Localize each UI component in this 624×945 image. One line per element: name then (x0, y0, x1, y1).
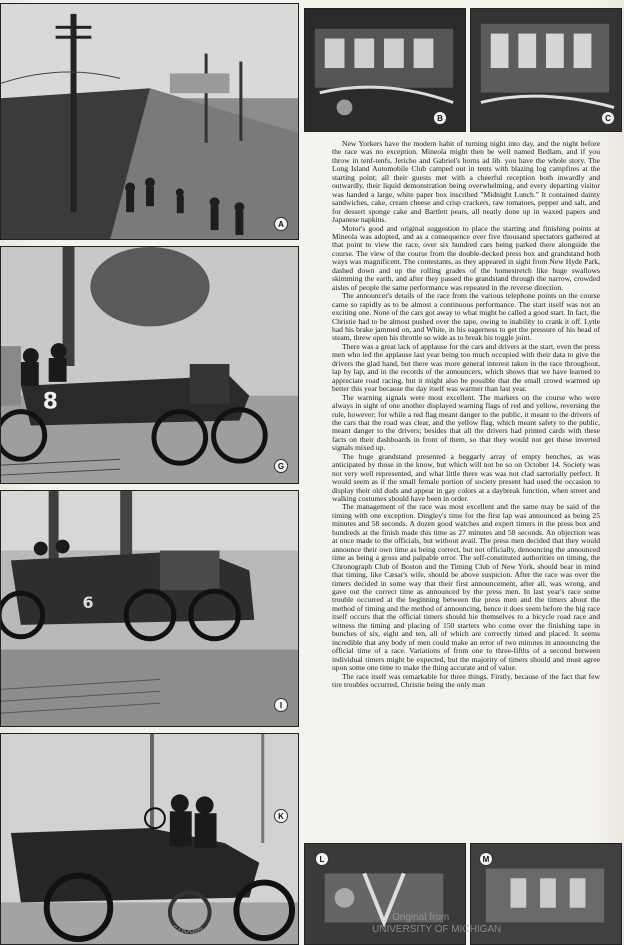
photo-c-badge: C (601, 111, 615, 125)
photo-a-crowd-street (0, 3, 299, 240)
watermark-university: UNIVERSITY OF MICHIGAN (372, 924, 502, 935)
photo-c-image (471, 9, 621, 131)
article-paragraph: The race itself was remarkable for three things. Firstly, because of the fact that few tire troubles occurred, Christie being the only man (332, 671, 600, 689)
photo-g-image (1, 247, 298, 483)
photo-i-badge: I (274, 698, 288, 712)
article-paragraph: The warning signals were most excellent. The markers on the course who were always in sight of one another displayed warning flags of red and yellow, reversing the rule, however; for while a red flag meant danger to the public, it meant to the drivers of the cars that the road was clear, and the yellow flag, which meant safety to the public, meant danger to the drivers; besides that all the drivers had printed cards with these facts on their dashboards in front of them, so that they would not get these inverted signals mixed up. (332, 392, 600, 453)
photo-a-image (1, 4, 298, 239)
article-paragraph: New Yorkers have the modern habit of turning night into day, and the night before the race was no exception. Mineola might then be well named Bedlam, and if you throw in tenf-tenfs, Jericho and Gabriel's horns ad lib. you have the whole story. The Long Island Automobile Club camped out in tents with blazing log campfires at the starting point; all their guests met with a cheerful reception both inwardly and outwardly, their liquid demonstration being overwhelming, and every departing visitor was handed a large, white paper box inscribed "Midnight Lunch." It contained dainty sandwiches, cake, cream cheese and crisp crackers, raw tomatoes, pepper and salt, and for dessert sponge cake and Bartlett pears, all neatly done up in waxed papers and Japanese napkins. (332, 140, 600, 225)
photo-b-badge: B (433, 111, 447, 125)
watermark-original-from: Original from (392, 912, 450, 923)
photo-g-racing-car (0, 246, 299, 484)
photo-k-touring-car (0, 733, 299, 945)
article-paragraph: The huge grandstand presented a beggarly array of empty benches, as was anticipated by those in the know, but which will not be so on October 14. Society was not very well represented, and what little there was was not clad sartorially perfect. It would seem as if the small female portion of society present had used the occasion to display their old duds and appear in gay colors at a daybreak function, when street and walking costumes should have been in order. (332, 451, 600, 504)
photo-m-badge: M (479, 852, 493, 866)
svg-text:8: 8 (42, 389, 58, 415)
photo-i-image (1, 491, 298, 726)
photo-g-badge: G (274, 459, 288, 473)
photo-b-engine (304, 8, 466, 132)
photo-k-image (1, 734, 298, 944)
article-paragraph: The announcer's details of the race from the various telephone points on the course came so rapidly as to be almost a continuous performance. The start itself was not an exciting one. None of the cars got away to what might be called a good start. In fact, the Christie had to be almost pushed over the tape, owing to inability to crank it off. Lytle had his brake jammed on, and White, in his eagerness to get the pressure of his head of steam, threw open his throttle so wide as to break his toggle joint. (332, 291, 600, 343)
article-paragraph: There was a great lack of applause for the cars and drivers at the start, even the press men who led the applause last year being too much occupied with their data to give the drivers the glad hand, but there was more general interest taken in the race throughout, lap by lap, and in the records of the announcers, which shows that we have learned to appreciate road racing, but it might also be possible that the small crowd warmed up better this year because the day itself was warmer than last year. (332, 341, 600, 394)
photo-i-racing-car (0, 490, 299, 727)
article-paragraph: The management of the race was most excellent and the same may be said of the timing with one exception. Dingley's time for the first lap was announced as being 25 minutes and 58 seconds. A dozen good watches and expert timers in the press box and hundreds at the finish made this time as 27 minutes and 58 seconds. An objection was at once made to the officials, but without avail. The press men decided that they would announce their own time as being correct, but not officially, denouncing the announced time as being a gross and palpable error. The self-constituted authorities on timing, the Chronograph Club of Boston and the Timing Club of New York, should bear in mind that timing, like Cæsar's wife, should be above suspicion. After the race was over the timers decided in some way that their first announcement, after all, was wrong, and gave out the correct time as announced by the press men. In last year's race some trouble occurred at the beginning between the press men and the timers about the method of timing and the method of announcing, hence it does seem before the big race itself occurs that the official timers should hie themselves to a bicycle road race and witness the timing and placing of 150 starters who come over the finishing tape in bunches of six, eight and ten, all of which are correctly timed and placed. It seems incredible that any body of men could make an error of two minutes in announcing the official time of a race. Variations of from one to three-fifths of a second between individual timers might be expected, but the majority of timers should and must agree upon some one time to make the thing accurate and of value. (332, 502, 600, 673)
article-paragraph: Motor's good and original suggestion to place the starting and finishing points at Mineola was adopted, and as a consequence over five thousand spectators gathered at that point to view the race, over six hundred cars being parked there alongside the course. The view of the course from the double-decked press box and grandstand both ways was magnificent. The contestants, as they appeared in sight from New Hyde Park, dashed down and up the rolling grades of the homestretch like huge swallows skimming the earth, and after they passed the grandstand through the narrow, crowded aisles of people the same performance was repeated in the reverse direction. (332, 223, 600, 292)
photo-c-engine (470, 8, 622, 132)
svg-text:6: 6 (82, 593, 94, 613)
photo-l-badge: L (315, 852, 329, 866)
photo-k-badge: K (274, 809, 288, 823)
photo-a-badge: A (274, 217, 288, 231)
article-body (332, 140, 600, 840)
watermark-digitized: Digitized by Google (116, 925, 203, 936)
